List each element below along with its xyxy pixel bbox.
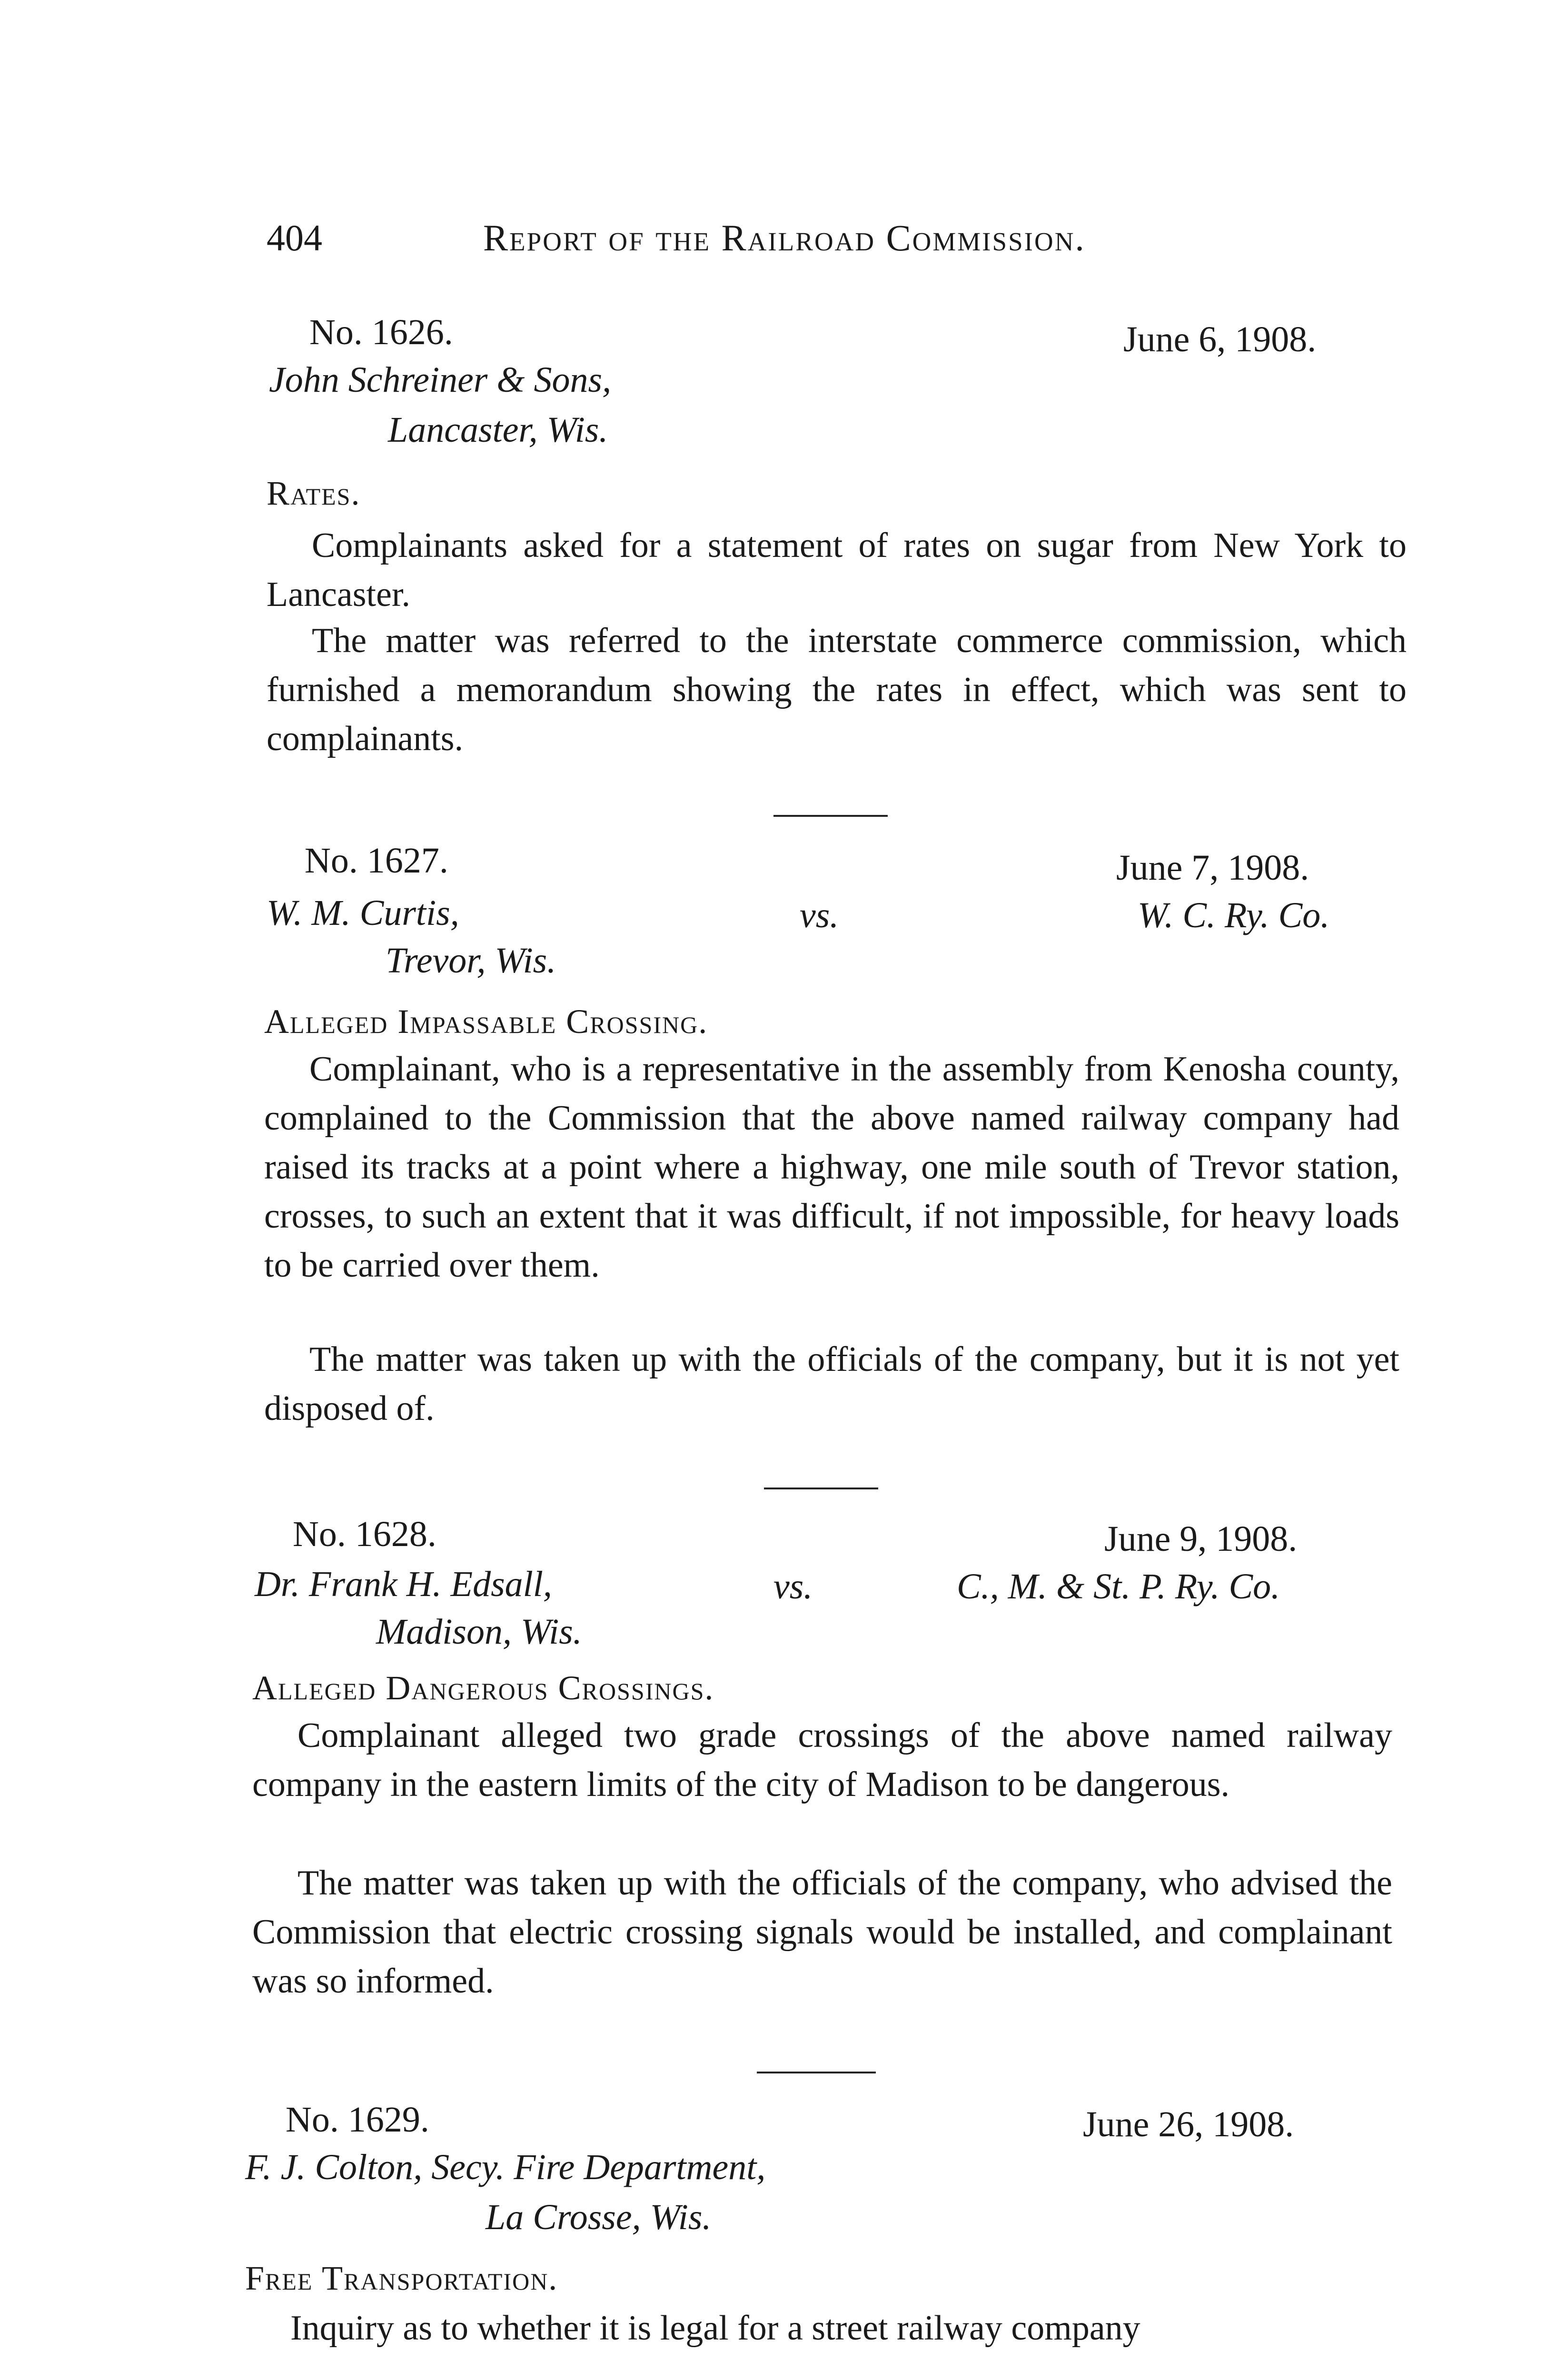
- entry-number: No. 1626.: [309, 312, 453, 352]
- paragraph: The matter was taken up with the officials of the company, who advised the Commission that electric crossing signals would be installed, and complainant was so informed.: [252, 1864, 1392, 2001]
- entry-date: June 7, 1908.: [1116, 848, 1309, 888]
- subject-heading: Alleged Dangerous Crossings.: [252, 1669, 714, 1707]
- respondent-name: C., M. & St. P. Ry. Co.: [957, 1567, 1280, 1606]
- complainant-place: Trevor, Wis.: [386, 941, 556, 981]
- versus-label: vs.: [773, 1567, 813, 1606]
- paragraph: The matter was taken up with the officials of the company, but it is not yet disposed of.: [264, 1340, 1399, 1428]
- subject-heading: Free Transportation.: [245, 2259, 558, 2297]
- entry-number: No. 1628.: [293, 1514, 436, 1554]
- paragraph: The matter was referred to the interstate commerce commission, which furnished a memorandum showing the rates in effect, which was sent to complainants.: [267, 621, 1407, 758]
- complainant-name: W. M. Curtis,: [267, 893, 459, 933]
- section-divider: [764, 1488, 878, 1489]
- section-divider: [757, 2072, 876, 2073]
- respondent-name: W. C. Ry. Co.: [1138, 895, 1330, 935]
- page-number: 404: [267, 217, 322, 258]
- versus-label: vs.: [800, 895, 839, 935]
- complainant-place: Madison, Wis.: [376, 1612, 582, 1652]
- complainant-name: F. J. Colton, Secy. Fire Department,: [245, 2147, 766, 2187]
- paragraph: Inquiry as to whether it is legal for a street railway company: [290, 2309, 1140, 2348]
- complainant-name: John Schreiner & Sons,: [269, 360, 612, 400]
- entry-date: June 6, 1908.: [1123, 319, 1317, 359]
- paragraph: Complainants asked for a statement of rates on sugar from New York to Lancaster.: [267, 526, 1407, 614]
- paragraph: Complainant alleged two grade crossings of the above named railway company in the eastern limits of the city of Madison to be dangerous.: [252, 1716, 1392, 1804]
- running-head: [267, 217, 1219, 274]
- subject-heading: Rates.: [267, 474, 361, 512]
- complainant-place: Lancaster, Wis.: [388, 410, 608, 450]
- paragraph: Complainant, who is a representative in the assembly from Kenosha county, complained to the Commission that the above named railway company had raised its tracks at a point where a highway, one mile south of Trevor station, crosses, to such an extent that it was difficult, if not impossible, for heavy loads to be carried over them.: [264, 1050, 1399, 1285]
- section-divider: [773, 815, 888, 817]
- subject-heading: Alleged Impassable Crossing.: [264, 1002, 708, 1041]
- entry-number: No. 1629.: [286, 2100, 429, 2140]
- complainant-name: Dr. Frank H. Edsall,: [255, 1564, 552, 1604]
- complainant-place: La Crosse, Wis.: [486, 2197, 712, 2237]
- entry-date: June 9, 1908.: [1104, 1519, 1298, 1559]
- running-title: Report of the Railroad Commission.: [483, 217, 1086, 258]
- entry-date: June 26, 1908.: [1083, 2104, 1294, 2144]
- entry-number: No. 1627.: [305, 841, 448, 881]
